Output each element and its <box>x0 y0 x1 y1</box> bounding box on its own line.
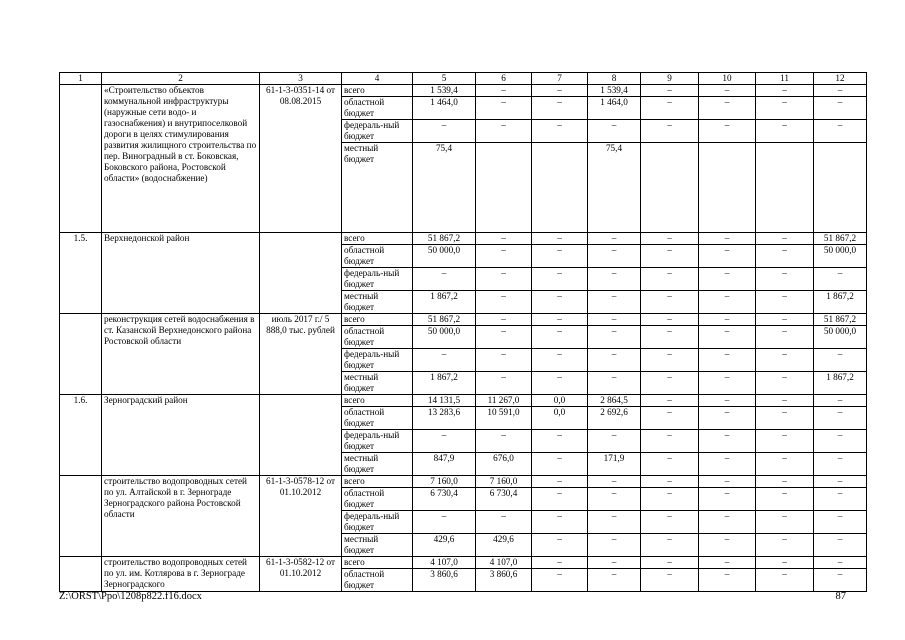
amount-cell: 1 539,4 <box>413 85 476 97</box>
amount-cell: – <box>756 430 814 453</box>
amount-cell: – <box>476 326 532 349</box>
amount-cell: 50 000,0 <box>814 326 867 349</box>
funding-source: местный бюджет <box>342 534 413 557</box>
amount-cell: – <box>699 453 756 476</box>
amount-cell: – <box>756 268 814 291</box>
amount-cell: 676,0 <box>476 453 532 476</box>
funding-source: всего <box>342 85 413 97</box>
funding-source: областной бюджет <box>342 407 413 430</box>
amount-cell: – <box>699 557 756 569</box>
amount-cell: – <box>699 569 756 592</box>
document-ref: 61-1-3-0578-12 от 01.10.2012 <box>260 476 342 557</box>
amount-cell: – <box>756 85 814 97</box>
amount-cell: – <box>641 97 699 120</box>
amount-cell: – <box>699 97 756 120</box>
amount-cell: – <box>699 326 756 349</box>
header-cell: 2 <box>102 73 260 85</box>
amount-cell: – <box>476 349 532 372</box>
file-path: Z:\ORST\Ppo\1208p822.f16.docx <box>59 591 202 602</box>
amount-cell: – <box>756 453 814 476</box>
amount-cell: – <box>588 268 641 291</box>
amount-cell: – <box>532 268 588 291</box>
amount-cell: – <box>699 534 756 557</box>
amount-cell: – <box>532 326 588 349</box>
amount-cell: 1 464,0 <box>413 97 476 120</box>
object-name: Верхнедонской район <box>102 233 260 314</box>
amount-cell: – <box>532 97 588 120</box>
amount-cell: – <box>532 314 588 326</box>
amount-cell: 4 107,0 <box>476 557 532 569</box>
amount-cell: – <box>756 511 814 534</box>
table-row <box>60 85 867 97</box>
table-row <box>60 395 867 407</box>
amount-cell: 1 867,2 <box>413 291 476 314</box>
amount-cell: – <box>641 326 699 349</box>
amount-cell: – <box>641 476 699 488</box>
amount-cell: – <box>699 268 756 291</box>
amount-cell: – <box>532 511 588 534</box>
table-row <box>60 557 867 569</box>
amount-cell: – <box>756 557 814 569</box>
amount-cell: – <box>588 120 641 143</box>
funding-source: всего <box>342 395 413 407</box>
amount-cell: – <box>588 372 641 395</box>
amount-cell: 7 160,0 <box>476 476 532 488</box>
amount-cell: – <box>588 557 641 569</box>
amount-cell: 3 860,6 <box>413 569 476 592</box>
amount-cell: – <box>532 85 588 97</box>
amount-cell: – <box>476 233 532 245</box>
funding-source: всего <box>342 233 413 245</box>
amount-cell: – <box>814 430 867 453</box>
amount-cell: – <box>476 314 532 326</box>
amount-cell: 50 000,0 <box>413 326 476 349</box>
amount-cell: 429,6 <box>476 534 532 557</box>
object-name: строительство водопроводных сетей по ул. им. Котлярова в г. Зернограде Зерноградского <box>102 557 260 592</box>
amount-cell: 50 000,0 <box>413 245 476 268</box>
amount-cell: – <box>756 488 814 511</box>
object-name: «Строительство объектов коммунальной инфраструктуры (наружные сети водо- и газоснабжения) и внутрипоселковой дороги в целях стимулирования развития жилищного строительства по пер. Виноградный в ст. Боковская, Боковского района, Ростовской области» (водоснабжение) <box>102 85 260 233</box>
amount-cell: – <box>588 314 641 326</box>
amount-cell: – <box>588 233 641 245</box>
amount-cell: 2 864,5 <box>588 395 641 407</box>
header-cell: 4 <box>342 73 413 85</box>
amount-cell: – <box>532 534 588 557</box>
header-cell: 11 <box>756 73 814 85</box>
funding-source: федераль-ный бюджет <box>342 430 413 453</box>
funding-source: местный бюджет <box>342 291 413 314</box>
funding-source: областной бюджет <box>342 245 413 268</box>
amount-cell: – <box>699 291 756 314</box>
amount-cell: – <box>641 120 699 143</box>
amount-cell: – <box>641 314 699 326</box>
budget-table <box>59 72 867 592</box>
amount-cell: – <box>756 245 814 268</box>
amount-cell: – <box>413 268 476 291</box>
header-cell: 6 <box>476 73 532 85</box>
document-ref: 61-1-3-0351-14 от 08.08.2015 <box>260 85 342 233</box>
amount-cell: 14 131,5 <box>413 395 476 407</box>
amount-cell: – <box>641 534 699 557</box>
amount-cell: – <box>532 245 588 268</box>
amount-cell: – <box>814 268 867 291</box>
amount-cell: – <box>699 395 756 407</box>
funding-source: федераль-ный бюджет <box>342 349 413 372</box>
funding-source: федераль-ный бюджет <box>342 120 413 143</box>
amount-cell: – <box>476 430 532 453</box>
amount-cell: 6 730,4 <box>413 488 476 511</box>
table-row <box>60 476 867 488</box>
amount-cell: 75,4 <box>588 143 641 233</box>
amount-cell: – <box>641 430 699 453</box>
amount-cell: 10 591,0 <box>476 407 532 430</box>
amount-cell: 13 283,6 <box>413 407 476 430</box>
amount-cell: – <box>756 291 814 314</box>
amount-cell: – <box>532 372 588 395</box>
header-cell: 7 <box>532 73 588 85</box>
amount-cell: – <box>588 245 641 268</box>
amount-cell: – <box>588 326 641 349</box>
funding-source: федераль-ный бюджет <box>342 511 413 534</box>
amount-cell: 171,9 <box>588 453 641 476</box>
amount-cell: – <box>641 557 699 569</box>
amount-cell: 847,9 <box>413 453 476 476</box>
amount-cell: – <box>641 245 699 268</box>
amount-cell: 7 160,0 <box>413 476 476 488</box>
amount-cell: – <box>814 349 867 372</box>
amount-cell: – <box>641 569 699 592</box>
amount-cell: – <box>756 569 814 592</box>
header-cell: 10 <box>699 73 756 85</box>
amount-cell: – <box>641 268 699 291</box>
amount-cell: 6 730,4 <box>476 488 532 511</box>
amount-cell: – <box>699 476 756 488</box>
amount-cell: – <box>641 349 699 372</box>
amount-cell: – <box>756 120 814 143</box>
page-number: 87 <box>835 591 846 602</box>
document-ref: 61-1-3-0582-12 от 01.10.2012 <box>260 557 342 592</box>
amount-cell <box>699 143 756 233</box>
amount-cell: – <box>532 291 588 314</box>
amount-cell: – <box>756 476 814 488</box>
amount-cell: – <box>756 534 814 557</box>
row-number: 1.6. <box>60 395 102 476</box>
table-row <box>60 314 867 326</box>
amount-cell: – <box>641 453 699 476</box>
amount-cell: – <box>588 349 641 372</box>
funding-source: местный бюджет <box>342 143 413 233</box>
amount-cell: – <box>532 557 588 569</box>
amount-cell: – <box>413 430 476 453</box>
amount-cell: 1 867,2 <box>814 372 867 395</box>
amount-cell: 11 267,0 <box>476 395 532 407</box>
table-row <box>60 233 867 245</box>
amount-cell: – <box>641 85 699 97</box>
amount-cell: – <box>588 430 641 453</box>
amount-cell: 3 860,6 <box>476 569 532 592</box>
amount-cell: – <box>532 233 588 245</box>
row-number <box>60 476 102 557</box>
amount-cell: 4 107,0 <box>413 557 476 569</box>
amount-cell: – <box>699 407 756 430</box>
amount-cell <box>641 143 699 233</box>
amount-cell <box>756 143 814 233</box>
funding-source: местный бюджет <box>342 453 413 476</box>
amount-cell: – <box>699 430 756 453</box>
amount-cell: – <box>699 120 756 143</box>
amount-cell: – <box>641 488 699 511</box>
amount-cell: – <box>641 372 699 395</box>
document-ref: июль 2017 г./ 5 888,0 тыс. рублей <box>260 314 342 395</box>
amount-cell: – <box>588 569 641 592</box>
funding-source: областной бюджет <box>342 569 413 592</box>
amount-cell: 1 867,2 <box>413 372 476 395</box>
amount-cell: – <box>532 569 588 592</box>
amount-cell: – <box>756 407 814 430</box>
header-cell: 1 <box>60 73 102 85</box>
funding-source: федераль-ный бюджет <box>342 268 413 291</box>
amount-cell: 51 867,2 <box>814 233 867 245</box>
amount-cell: – <box>588 534 641 557</box>
funding-source: местный бюджет <box>342 372 413 395</box>
amount-cell: – <box>476 97 532 120</box>
funding-source: областной бюджет <box>342 97 413 120</box>
amount-cell: 51 867,2 <box>413 233 476 245</box>
amount-cell: – <box>756 349 814 372</box>
funding-source: всего <box>342 476 413 488</box>
amount-cell: – <box>699 372 756 395</box>
amount-cell: – <box>699 488 756 511</box>
amount-cell: – <box>814 488 867 511</box>
amount-cell: – <box>814 85 867 97</box>
amount-cell <box>814 143 867 233</box>
amount-cell: – <box>476 511 532 534</box>
object-name: строительство водопроводных сетей по ул. Алтайской в г. Зернограде Зерноградского района Ростовской области <box>102 476 260 557</box>
header-cell: 5 <box>413 73 476 85</box>
amount-cell: 50 000,0 <box>814 245 867 268</box>
funding-source: областной бюджет <box>342 488 413 511</box>
amount-cell: – <box>756 314 814 326</box>
amount-cell: – <box>756 326 814 349</box>
amount-cell: – <box>641 511 699 534</box>
funding-source: всего <box>342 314 413 326</box>
amount-cell: – <box>814 534 867 557</box>
amount-cell: – <box>699 349 756 372</box>
amount-cell: – <box>814 476 867 488</box>
amount-cell: – <box>756 395 814 407</box>
amount-cell: – <box>814 569 867 592</box>
amount-cell: – <box>588 476 641 488</box>
header-cell: 12 <box>814 73 867 85</box>
amount-cell: – <box>532 120 588 143</box>
amount-cell: – <box>756 233 814 245</box>
header-row <box>60 73 867 85</box>
document-ref <box>260 395 342 476</box>
funding-source: областной бюджет <box>342 326 413 349</box>
amount-cell: – <box>699 314 756 326</box>
amount-cell: – <box>699 511 756 534</box>
funding-source: всего <box>342 557 413 569</box>
row-number: 1.5. <box>60 233 102 314</box>
row-number <box>60 85 102 233</box>
amount-cell: – <box>588 291 641 314</box>
amount-cell: – <box>756 97 814 120</box>
amount-cell: – <box>641 395 699 407</box>
amount-cell: – <box>814 453 867 476</box>
row-number <box>60 557 102 592</box>
amount-cell: – <box>413 511 476 534</box>
amount-cell: – <box>641 291 699 314</box>
amount-cell: 1 464,0 <box>588 97 641 120</box>
amount-cell: 1 867,2 <box>814 291 867 314</box>
amount-cell: – <box>814 395 867 407</box>
amount-cell: – <box>476 268 532 291</box>
amount-cell <box>476 143 532 233</box>
amount-cell: – <box>814 407 867 430</box>
amount-cell: 51 867,2 <box>814 314 867 326</box>
amount-cell: 1 539,4 <box>588 85 641 97</box>
object-name: Зерноградский район <box>102 395 260 476</box>
amount-cell: – <box>756 372 814 395</box>
row-number <box>60 314 102 395</box>
amount-cell: – <box>532 430 588 453</box>
amount-cell: – <box>699 85 756 97</box>
amount-cell: 2 692,6 <box>588 407 641 430</box>
amount-cell: 0,0 <box>532 395 588 407</box>
amount-cell: 429,6 <box>413 534 476 557</box>
amount-cell: – <box>413 120 476 143</box>
amount-cell: – <box>476 372 532 395</box>
object-name: реконструкция сетей водоснабжения в ст. Казанской Верхнедонского района Ростовской области <box>102 314 260 395</box>
amount-cell <box>532 143 588 233</box>
amount-cell: – <box>413 349 476 372</box>
document-ref <box>260 233 342 314</box>
amount-cell: – <box>476 291 532 314</box>
amount-cell: – <box>814 120 867 143</box>
header-cell: 9 <box>641 73 699 85</box>
header-cell: 8 <box>588 73 641 85</box>
amount-cell: – <box>532 476 588 488</box>
amount-cell: – <box>814 511 867 534</box>
amount-cell: – <box>476 85 532 97</box>
amount-cell: – <box>588 511 641 534</box>
amount-cell: 0,0 <box>532 407 588 430</box>
amount-cell: – <box>814 557 867 569</box>
amount-cell: – <box>476 245 532 268</box>
header-cell: 3 <box>260 73 342 85</box>
amount-cell: – <box>532 453 588 476</box>
amount-cell: 75,4 <box>413 143 476 233</box>
amount-cell: – <box>641 233 699 245</box>
amount-cell: – <box>532 488 588 511</box>
amount-cell: – <box>532 349 588 372</box>
amount-cell: – <box>699 245 756 268</box>
amount-cell: – <box>588 488 641 511</box>
amount-cell: 51 867,2 <box>413 314 476 326</box>
amount-cell: – <box>699 233 756 245</box>
amount-cell: – <box>476 120 532 143</box>
amount-cell: – <box>814 97 867 120</box>
amount-cell: – <box>641 407 699 430</box>
